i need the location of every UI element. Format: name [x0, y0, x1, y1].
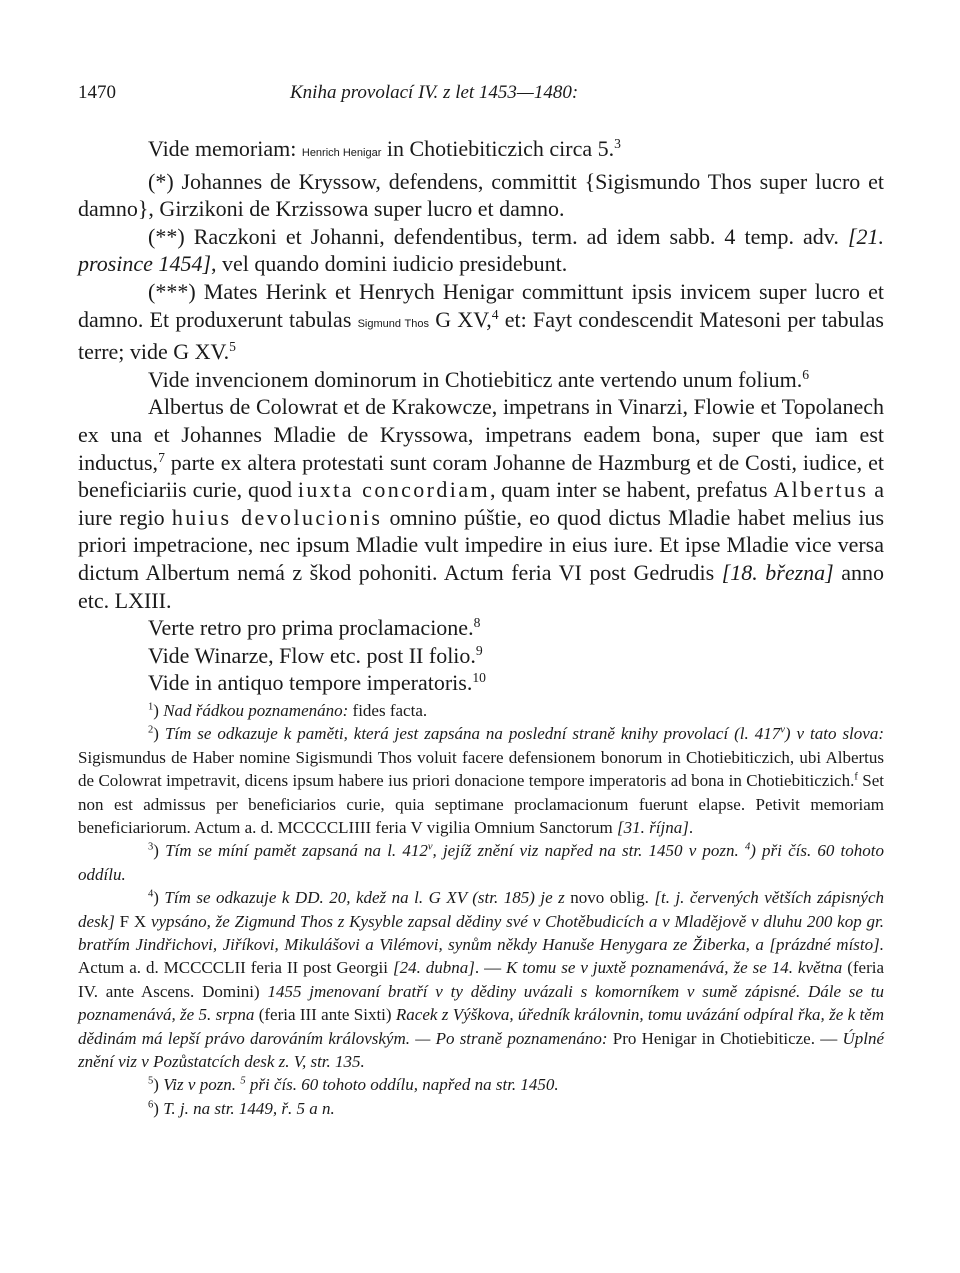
entry-raczkoni: (**) Raczkoni et Johanni, defendentibus, term. ad idem sabb. 4 temp. adv. [21. prosince 1454], vel quando domini iudicio presidebunt.	[78, 223, 884, 277]
entry-winarze: Vide Winarze, Flow etc. post II folio.$^9$	[148, 642, 483, 668]
footnote-4: $^4$) Tím se odkazuje k DD. 20, kdež na l. G XV (str. 185) je z novo oblig. [t. j. červených větších zápisných desk] F X vypsáno, že Zigmund Thos z Kysyble zapsal dědiny své v Chotěbudicích a v Mladějově v dluhu 200 kop gr. bratřím Jindřichovi, Jiříkovi, Mikulášovi a Vilémovi, synům někdy Hanuše Henygara ze Žiberka, a [prázdné místo]. Actum a. d. MCCCCLII feria II post Georgii [24. dubna]. — K tomu se v juxtě poznamenává, že se 14. května (feria IV. ante Ascens. Domini) 1455 jmenovaní bratří v ty dědiny uvázali s komorníkem v sumě zápisné. Dále se tu poznamenává, že 5. srpna (feria III ante Sixti) Racek z Výškova, úředník královnin, tomu uvázání odpíral řka, že k těm dědinám má lepší právo darováním královským. — Po straně poznamenáno: Pro Henigar in Chotiebiticze. — Úplné znění viz v Pozůstatcích desk z. V, str. 135.	[78, 888, 885, 1071]
spaced-text: iuxta concordiam	[297, 477, 491, 503]
footnote-6: $^6$) T. j. na str. 1449, ř. 5 a n.	[148, 1098, 335, 1118]
footnote-ref: 10	[472, 670, 486, 686]
entry-verte: Verte retro pro prima proclamacione.$^8$	[148, 614, 481, 641]
page-number: 1470	[78, 82, 116, 103]
spaced-text: Albertus	[773, 477, 869, 503]
spaced-text: huius devolucionis	[171, 504, 383, 530]
footnote-ref: 4	[491, 306, 499, 322]
running-header	[78, 82, 884, 112]
footnote-3: $^3$) Tím se míní pamět zapsaná na l. 412$^v$, jejíž znění viz napřed na str. 1450 v pozn. $^4$) při čís. 60 tohoto oddílu.	[78, 841, 884, 884]
entry-herink: (***) Mates Herink et Henrych Henigar committunt ipsis invicem super lucro et damno. Et produxerunt tabulas Sigmund Thos G XV,$^4$ et: Fayt condescendit Matesoni per tabulas terre; vide G XV.$^5$	[78, 278, 884, 365]
entry-colowrat: Albertus de Colowrat et de Krakowcze, impetrans in Vinarzi, Flowie et Topolanech ex una et Johannes Mladie de Kryssowa, impetrans eadem bona, super que iam est inductus,$^7$ parte ex altera protestati sunt coram Johanne de Hazmburg et de Costi, iudice, et beneficiariis curie, quod iuxta concordiam, quam inter se habent, prefatus Albertus a iure regio huius devolucionis omnino púštie, eo quod dictus Mladie habet melius ius priori impetracione, nec ipsum Mladie vult impedire in eius iure. Et ipse Mladie vice versa dictum Albertum nemá z škod pohoniti. Actum feria VI post Gedrudis [18. března] anno etc. LXIII.	[78, 394, 885, 613]
main-text	[78, 135, 884, 697]
footnotes	[78, 699, 884, 1120]
document-page	[78, 82, 884, 1120]
entry-invencionem: Vide invencionem dominorum in Chotiebiticz ante vertendo unum folium.$^6$	[148, 366, 810, 392]
entry-kryssow: (*) Johannes de Kryssow, defendens, committit {Sigismundo Thos super lucro et damno}, Girzikoni de Krzissowa super lucro et damno.	[78, 168, 884, 222]
footnote-1: $^1$) Nad řádkou poznamenáno: fides facta.	[148, 700, 428, 720]
editorial-date: [18. března]	[721, 559, 834, 585]
entry-antiquo: Vide in antiquo tempore imperatoris.$^{10}$	[148, 670, 486, 696]
footnote-ref: 7	[158, 449, 165, 465]
footnote-ref: 9	[475, 642, 483, 658]
entry-memoriam: Vide memoriam: Henrich Henigar in Chotiebiticzich circa 5.$^3$	[148, 135, 621, 161]
footnote-2: $^2$) Tím se odkazuje k paměti, která jest zapsána na poslední straně knihy provolací (l. 417$^v$) v tato slova: Sigismundus de Haber nomine Sigismundi Thos voluit facere defensionem bonorum in Chotiebiticzich, ubi Albertus de Colowrat impetravit, dicens ipsum habere ius priori donacione tempore imperatoris ad bona in Chotiebiticzich.$^f$ Set non est admissus per beneficiarios curie, quia septimane proclamacionum fuerunt elapse. Petivit memoriam beneficiariorum. Actum a. d. MCCCCLIIII feria V vigilia Omnium Sanctorum [31. října].	[78, 724, 884, 837]
footnote-ref: 5	[229, 338, 236, 354]
footnote-ref: 8	[473, 614, 481, 630]
footnote-ref: 6	[802, 366, 810, 382]
footnote-5: $^5$) Viz v pozn. $^5$ při čís. 60 tohoto oddílu, napřed na str. 1450.	[148, 1075, 559, 1095]
small-caps-name: Henrich Henigar	[301, 147, 382, 159]
footnote-ref: 3	[614, 135, 621, 151]
small-caps-name: Sigmund Thos	[357, 317, 430, 330]
running-title: Kniha provolací IV. z let 1453—1480:	[290, 82, 579, 103]
editorial-date: [21. prosince 1454]	[78, 223, 884, 277]
